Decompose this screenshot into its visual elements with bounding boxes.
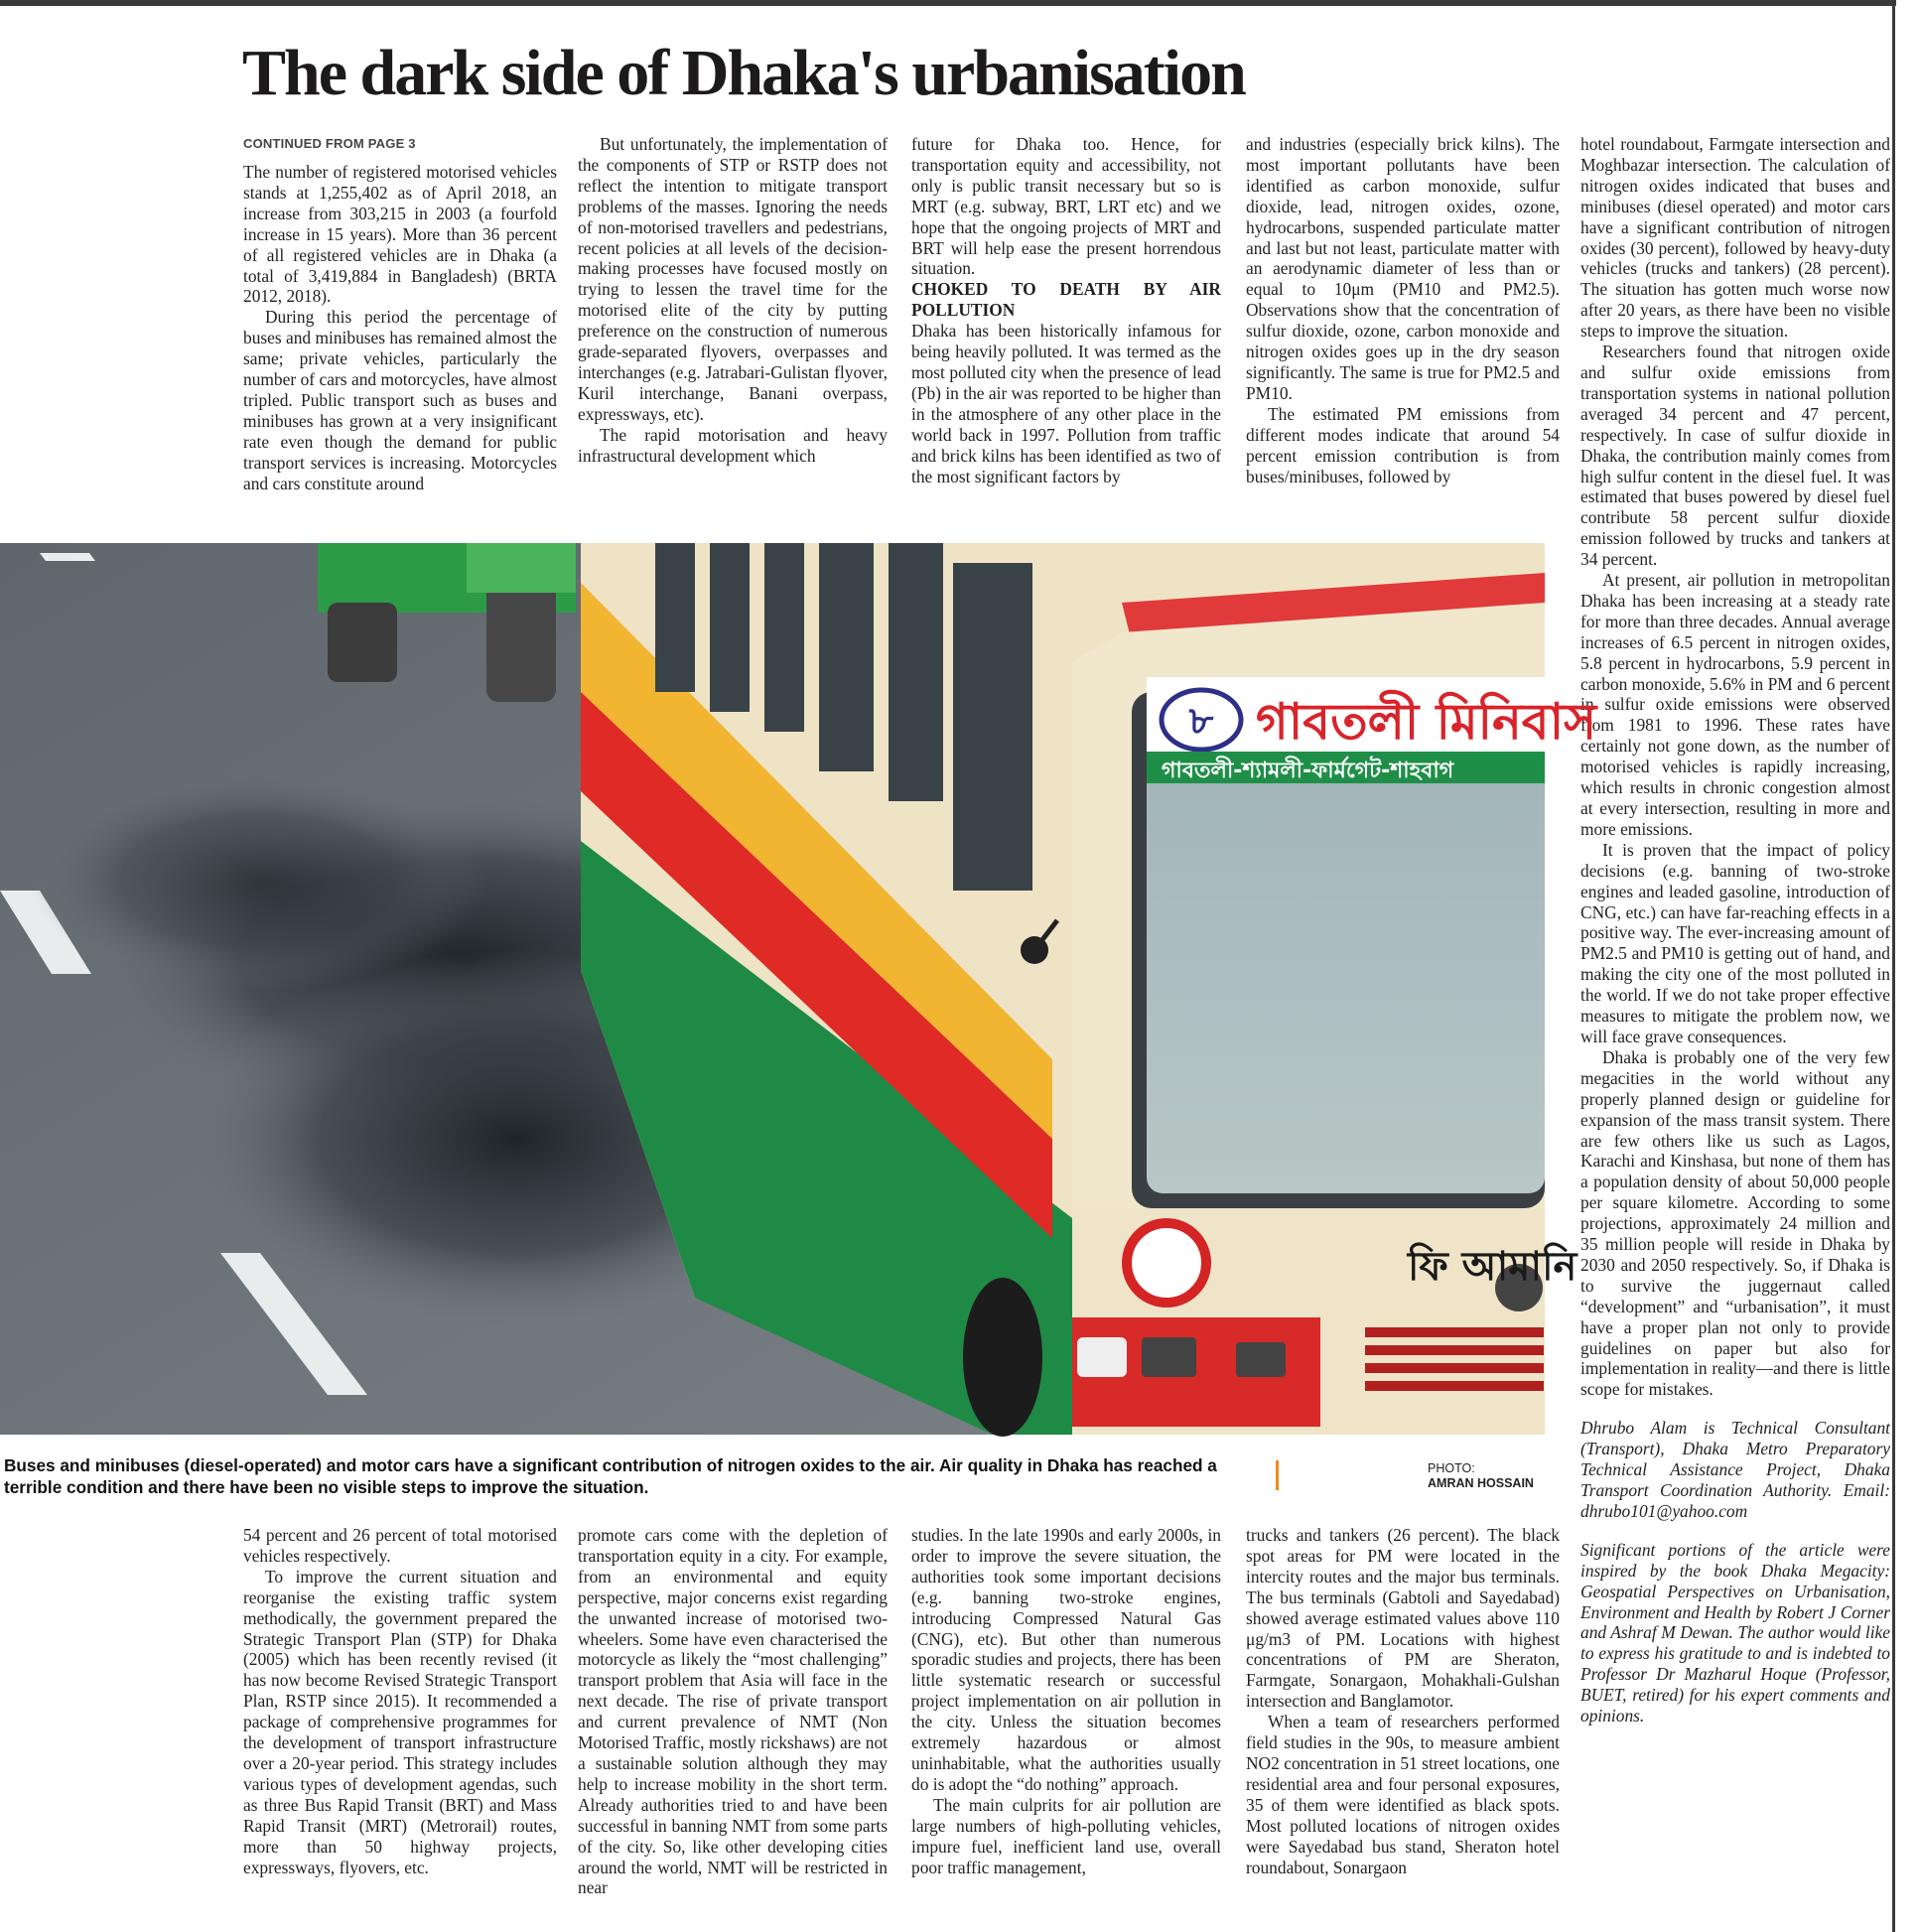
photo-caption: Buses and minibuses (diesel-operated) and motor cars have a significant contribution of nitrogen oxides to the air. Air quality in Dhaka has reached a terrible condition and there have been no visible steps to improve the situation. <box>4 1455 1217 1497</box>
column-1-bottom <box>243 1525 557 1927</box>
column-4-bottom <box>1246 1525 1560 1927</box>
column-3-bottom <box>911 1525 1221 1927</box>
paragraph: hotel roundabout, Farmgate intersection and Moghbazar intersection. The calculation of nitrogen oxides indicated that buses and minibuses (diesel operated) and motor cars have a significant contribution of nitrogen oxides (30 percent), followed by heavy-duty vehicles (trucks and tankers) (28 percent). The situation has gotten much worse now after 20 years, as there have been no visible steps to improve the situation. <box>1580 134 1890 342</box>
caption-divider <box>1276 1460 1279 1490</box>
paragraph: future for Dhaka too. Hence, for transportation equity and accessibility, not only is public transit necessary but so is MRT (e.g. subway, BRT, LRT etc) and we hope that the ongoing projects of MRT and BRT will help ease the present horrendous situation. <box>911 134 1221 279</box>
paragraph: The number of registered motorised vehicles stands at 1,255,402 as of April 2018, an increase from 303,215 in 2003 (a fourfold increase in 15 years). More than 36 percent of all registered vehicles are in Dhaka (a total of 3,419,884 in Bangladesh) (BRTA 2012, 2018). <box>243 162 557 307</box>
photo-credit-label: PHOTO: <box>1428 1461 1475 1475</box>
acknowledgement: Significant portions of the article were inspired by the book Dhaka Megacity: Geospatial Perspectives on Urbanisation, Environment and Health by Robert J Corner and Ashraf M Dewan. The author would like to express his gratitude to and is indebted to Professor Dr Mazharul Hoque (Professor, BUET, retired) for his expert comments and opinions. <box>1580 1539 1890 1726</box>
subheading: CHOKED TO DEATH BY AIR POLLUTION <box>911 279 1221 321</box>
paragraph: The main culprits for air pollution are large numbers of high-polluting vehicles, impure fuel, inefficient land use, overall poor traffic management, <box>911 1794 1221 1877</box>
paragraph: Dhaka has been historically infamous for being heavily polluted. It was termed as the most polluted city when the presence of lead (Pb) in the air was reported to be higher than in the atmosphere of any other place in the world back in 1997. Pollution from traffic and brick kilns has been identified as two of the most significant factors by <box>911 321 1221 486</box>
paragraph: Researchers found that nitrogen oxide and sulfur oxide emissions from transportation systems in national pollution averaged 34 percent and 47 percent, respectively. In case of sulfur dioxide in Dhaka, the contribution mainly comes from high sulfur content in the diesel fuel. It was estimated that buses powered by diesel fuel contribute 58 percent sulfur dioxide emission followed by trucks and tankers at 34 percent. <box>1580 342 1890 570</box>
emblem <box>1127 1223 1206 1303</box>
bus-body <box>581 543 1545 1437</box>
paragraph: The estimated PM emissions from different modes indicate that around 54 percent emission contribution is from buses/minibuses, followed by <box>1246 403 1560 486</box>
top-rule <box>0 0 1896 6</box>
route-sign-stops: গাবতলী-শ্যামলী-ফার্মগেট-শাহবাগ <box>1162 759 1454 783</box>
author-bio: Dhrubo Alam is Technical Consultant (Transport), Dhaka Metro Preparatory Technical Assistance Project, Dhaka Transport Coordination Authority. Email: dhrubo101@yahoo.com <box>1580 1418 1890 1521</box>
paragraph: But unfortunately, the implementation of the components of STP or RSTP does not reflect the intention to mitigate transport problems of the masses. Ignoring the needs of non-motorised travellers and pedestrians, recent policies at all levels of the decision-making processes have focused mostly on trying to lessen the travel time for the motorised elite of the city by putting preference on the construction of numerous grade-separated flyovers, overpasses and interchanges (e.g. Jatrabari-Gulistan flyover, Kuril interchange, Banani overpass, expressways, etc). <box>578 134 888 424</box>
bus-photo <box>0 543 1597 1435</box>
headlight <box>1077 1337 1127 1377</box>
photo-credit-name: AMRAN HOSSAIN <box>1428 1476 1534 1490</box>
paragraph: When a team of researchers performed field studies in the 90s, to measure ambient NO2 concentration in 51 street locations, one residential area and four personal exposures, 35 of them were identified as black spots. Most polluted locations of nitrogen oxides were Sayedabad bus stand, Sheraton hotel roundabout, Sonargaon <box>1246 1712 1560 1877</box>
paragraph: 54 percent and 26 percent of total motorised vehicles respectively. <box>243 1525 557 1566</box>
paragraph: It is proven that the impact of policy decisions (e.g. banning of two-stroke engines and leaded gasoline, introduction of CNG, etc.) can have far-reaching effects in a positive way. The ever-increasing amount of PM2.5 and PM10 is getting out of hand, and making the city one of the most polluted in the world. If we do not take proper effective measures to mitigate the problem now, we will face grave consequences. <box>1580 839 1890 1046</box>
paragraph: To improve the current situation and reorganise the existing traffic system methodically, the government prepared the Strategic Transport Plan (STP) for Dhaka (2005) which has been recently revised (it has now become Revised Strategic Transport Plan, RSTP since 2015). It recommended a package of comprehensive programmes for the development of transport infrastructure over a 20-year period. This strategy includes various types of development agendas, such as three Bus Rapid Transit (BRT) and Mass Rapid Transit (MRT) (Metrorail) routes, more than 50 highway projects, expressways, flyovers, etc. <box>243 1566 557 1877</box>
continued-from-label: CONTINUED FROM PAGE 3 <box>243 136 416 151</box>
headline: The dark side of Dhaka's urbanisation <box>242 37 1245 109</box>
front-text: ফি আমানি <box>1408 1244 1577 1290</box>
paragraph: promote cars come with the depletion of transportation equity in a city. For example, from an environmental and equity perspective, major concerns exist regarding the unwanted increase of motorised two-wheelers. Some have even characterised the motorcycle as likely the “most challenging” transport problem that Asia will face in the next decade. The rise of private transport and current prevalence of NMT (Non Motorised Traffic, mostly rickshaws) are not a sustainable solution although they may help to increase mobility in the short term. Already authorities tried to and have been successful in banning NMT from some parts of the city. So, like other developing cities around the world, NMT will be restricted in near <box>578 1525 888 1898</box>
paragraph: Dhaka is probably one of the very few megacities in the world without any properly planned design or guideline for expansion of the mass transit system. There are few others like us such as Lagos, Karachi and Kinshasa, but none of them has a population density of about 50,000 people per square kilometre. According to some projections, approximately 24 million and 35 million people will reside in Dhaka by 2030 and 2050 respectively. So, if Dhaka is to survive the juggernaut called “development” and “urbanisation”, it must have a proper plan not only to provide guidelines on paper but also for implementation in reality—and there is little scope for mistakes. <box>1580 1046 1890 1400</box>
paragraph: studies. In the late 1990s and early 2000s, in order to improve the severe situation, the authorities took some important decisions (e.g. banning two-stroke engines, introducing Compressed Natural Gas (CNG), etc). But other than numerous sporadic studies and projects, there has been little systematic research or successful project implementation on air pollution in the city. Unless the situation becomes extremely hazardous or almost uninhabitable, what the authorities usually do is adopt the “do nothing” approach. <box>911 1525 1221 1794</box>
paragraph: At present, air pollution in metropolitan Dhaka has been increasing at a steady rate for more than three decades. Annual average increases of 6.5 percent in nitrogen oxides, 5.8 percent in hydrocarbons, 5.9 percent in carbon monoxide, 5.6% in PM and 6 percent in sulfur oxide emissions were observed from 1981 to 1996. These rates have certainly not gone down, as the number of motorised vehicles is rapidly increasing, which results in chronic congestion almost at every intersection, resulting in more and more emissions. <box>1580 570 1890 839</box>
column-5 <box>1580 134 1890 1931</box>
wheel <box>963 1278 1042 1437</box>
column-4-top <box>1246 134 1560 514</box>
route-sign-title: গাবতলী মিনিবাস <box>1256 693 1597 751</box>
paragraph: trucks and tankers (26 percent). The black spot areas for PM were located in the intercity routes and the major bus terminals. The bus terminals (Gabtoli and Sayedabad) showed average estimated values above 110 μg/m3 of PM. Locations with highest concentrations of PM are Sheraton, Farmgate, Sonargaon, Mohakhali-Gulshan intersection and Banglamotor. <box>1246 1525 1560 1712</box>
right-rule <box>1892 0 1895 1932</box>
paragraph: and industries (especially brick kilns). The most important pollutants have been identified as carbon monoxide, sulfur dioxide, lead, nitrogen oxides, ozone, hydrocarbons, suspended particulate matter and last but not least, particulate matter with an aerodynamic diameter of less than or equal to 10μm (PM10 and PM2.5). Observations show that the concentration of sulfur dioxide, ozone, carbon monoxide and nitrogen oxides goes up in the dry season significantly. The same is true for PM2.5 and PM10. <box>1246 134 1560 403</box>
column-3-top <box>911 134 1221 514</box>
column-2-bottom <box>578 1525 888 1927</box>
photo-credit <box>1428 1461 1534 1491</box>
column-1-top <box>243 162 557 514</box>
column-2-top <box>578 134 888 514</box>
paragraph: The rapid motorisation and heavy infrastructural development which <box>578 424 888 466</box>
route-number: ৮ <box>1188 699 1214 743</box>
paragraph: During this period the percentage of buses and minibuses has remained almost the same; private vehicles, particularly the number of cars and motorcycles, have almost tripled. Public transport such as buses and minibuses has grown at a very insignificant rate even though the demand for public transport services is increasing. Motorcycles and cars constitute around <box>243 307 557 493</box>
